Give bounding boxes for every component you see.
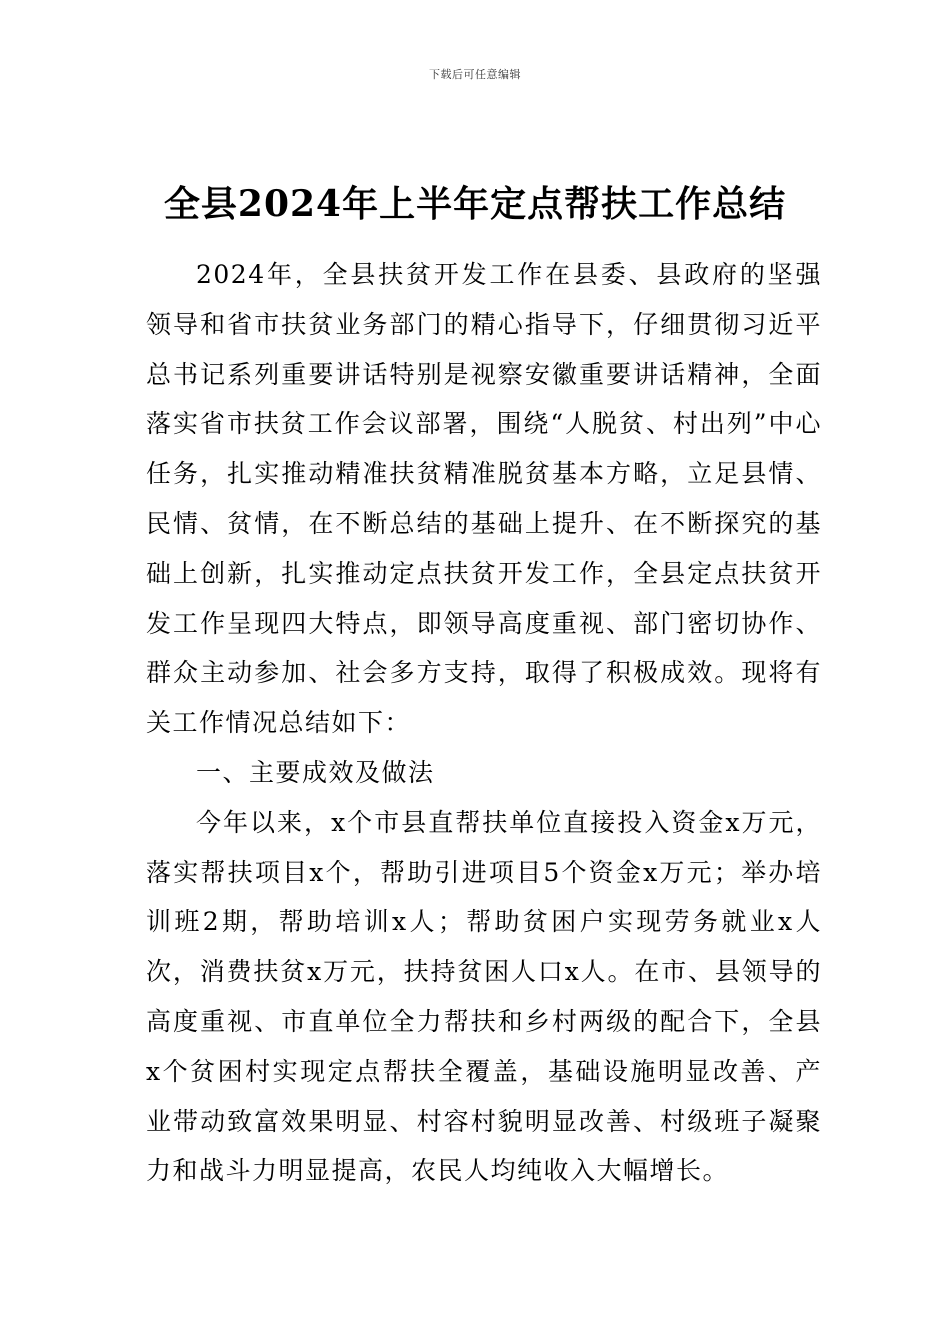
document-title: 全县2024年上半年定点帮扶工作总结 [163, 183, 787, 225]
section-heading: 一、主要成效及做法 [196, 757, 435, 787]
document-body [146, 250, 822, 1196]
header-note: 下载后可任意编辑 [429, 68, 521, 81]
intro-paragraph: 2024年，全县扶贫开发工作在县委、县政府的坚强领导和省市扶贫业务部门的精心指导下，仔细贯彻习近平总书记系列重要讲话特别是视察安徽重要讲话精神，全面落实省市扶贫工作会议部署，围绕“人脱贫、村出列”中心任务，扎实推动精准扶贫精准脱贫基本方略，立足县情、民情、贫情，在不断总结的基础上提升、在不断探究的基础上创新，扎实推动定点扶贫开发工作，全县定点扶贫开发工作呈现四大特点，即领导高度重视、部门密切协作、群众主动参加、社会多方支持，取得了积极成效。现将有关工作情况总结如下： [146, 260, 822, 738]
section-paragraph: 今年以来，x个市县直帮扶单位直接投入资金x万元，落实帮扶项目x个，帮助引进项目5个资金x万元；举办培训班2期，帮助培训x人；帮助贫困户实现劳务就业x人次，消费扶贫x万元，扶持贫困人口x人。在市、县领导的高度重视、市直单位全力帮扶和乡村两级的配合下，全县x个贫困村实现定点帮扶全覆盖，基础设施明显改善、产业带动致富效果明显、村容村貌明显改善、村级班子凝聚力和战斗力明显提高，农民人均纯收入大幅增长。 [146, 807, 822, 1186]
